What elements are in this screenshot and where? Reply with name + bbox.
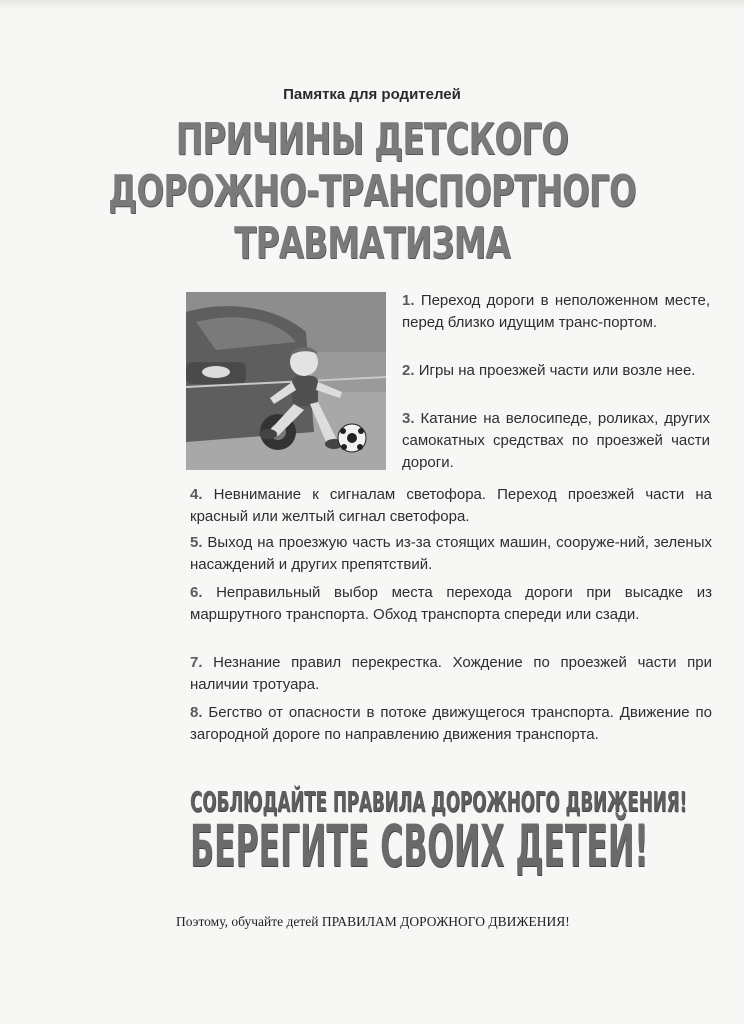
footer-note: Поэтому, обучайте детей ПРАВИЛАМ ДОРОЖНОГО ДВИЖЕНИЯ! xyxy=(176,914,570,929)
item-number: 5. xyxy=(190,534,203,551)
item-number: 6. xyxy=(190,584,203,601)
list-item xyxy=(190,652,712,696)
item-text: Игры на проезжей части или возле нее. xyxy=(418,362,696,379)
paper-edge xyxy=(0,0,744,10)
slogan-follow-rules: СОБЛЮДАЙТЕ ПРАВИЛА ДОРОЖНОГО ДВИЖЕНИЯ! xyxy=(190,785,687,818)
item-text: Катание на велосипеде, роликах, других самокатных средствах по проезжей части дороги. xyxy=(402,410,711,471)
headline-line-3: ТРАВМАТИЗМА xyxy=(234,218,510,269)
item-text: Бегство от опасности в потоке движущегося транспорта. Движение по загородной дороге по направлению движения транспорта. xyxy=(190,704,712,743)
item-number: 8. xyxy=(190,704,203,721)
item-text: Неправильный выбор места перехода дороги при высадке из маршрутного транспорта. Обход транспорта спереди или сзади. xyxy=(190,584,712,623)
child-with-ball-near-car-illustration xyxy=(186,292,386,470)
headline xyxy=(97,114,648,270)
item-number: 4. xyxy=(190,486,203,503)
list-item xyxy=(190,484,712,528)
list-item xyxy=(190,532,712,576)
slogan-protect-children: БЕРЕГИТЕ СВОИХ ДЕТЕЙ! xyxy=(190,812,649,880)
item-text: Выход на проезжую часть из-за стоящих машин, сооруже-ний, зеленых насаждений и других препятствий. xyxy=(190,534,712,573)
list-item xyxy=(190,582,712,626)
list-item xyxy=(402,360,710,382)
headline-line-1: ПРИЧИНЫ ДЕТСКОГО xyxy=(175,114,569,165)
list-item xyxy=(402,290,710,334)
document-subtitle: Памятка для родителей xyxy=(283,86,461,103)
item-number: 7. xyxy=(190,654,203,671)
item-text: Переход дороги в неположенном месте, перед близко идущим транс-портом. xyxy=(402,292,710,331)
headline-line-2: ДОРОЖНО-ТРАНСПОРТНОГО xyxy=(108,166,636,217)
item-number: 3. xyxy=(402,410,415,427)
item-number: 2. xyxy=(402,362,415,379)
list-item xyxy=(402,408,710,474)
item-number: 1. xyxy=(402,292,415,309)
item-text: Незнание правил перекрестка. Хождение по проезжей части при наличии тротуара. xyxy=(190,654,712,693)
item-text: Невнимание к сигналам светофора. Переход проезжей части на красный или желтый сигнал светофора. xyxy=(190,486,713,525)
list-item xyxy=(190,702,712,746)
